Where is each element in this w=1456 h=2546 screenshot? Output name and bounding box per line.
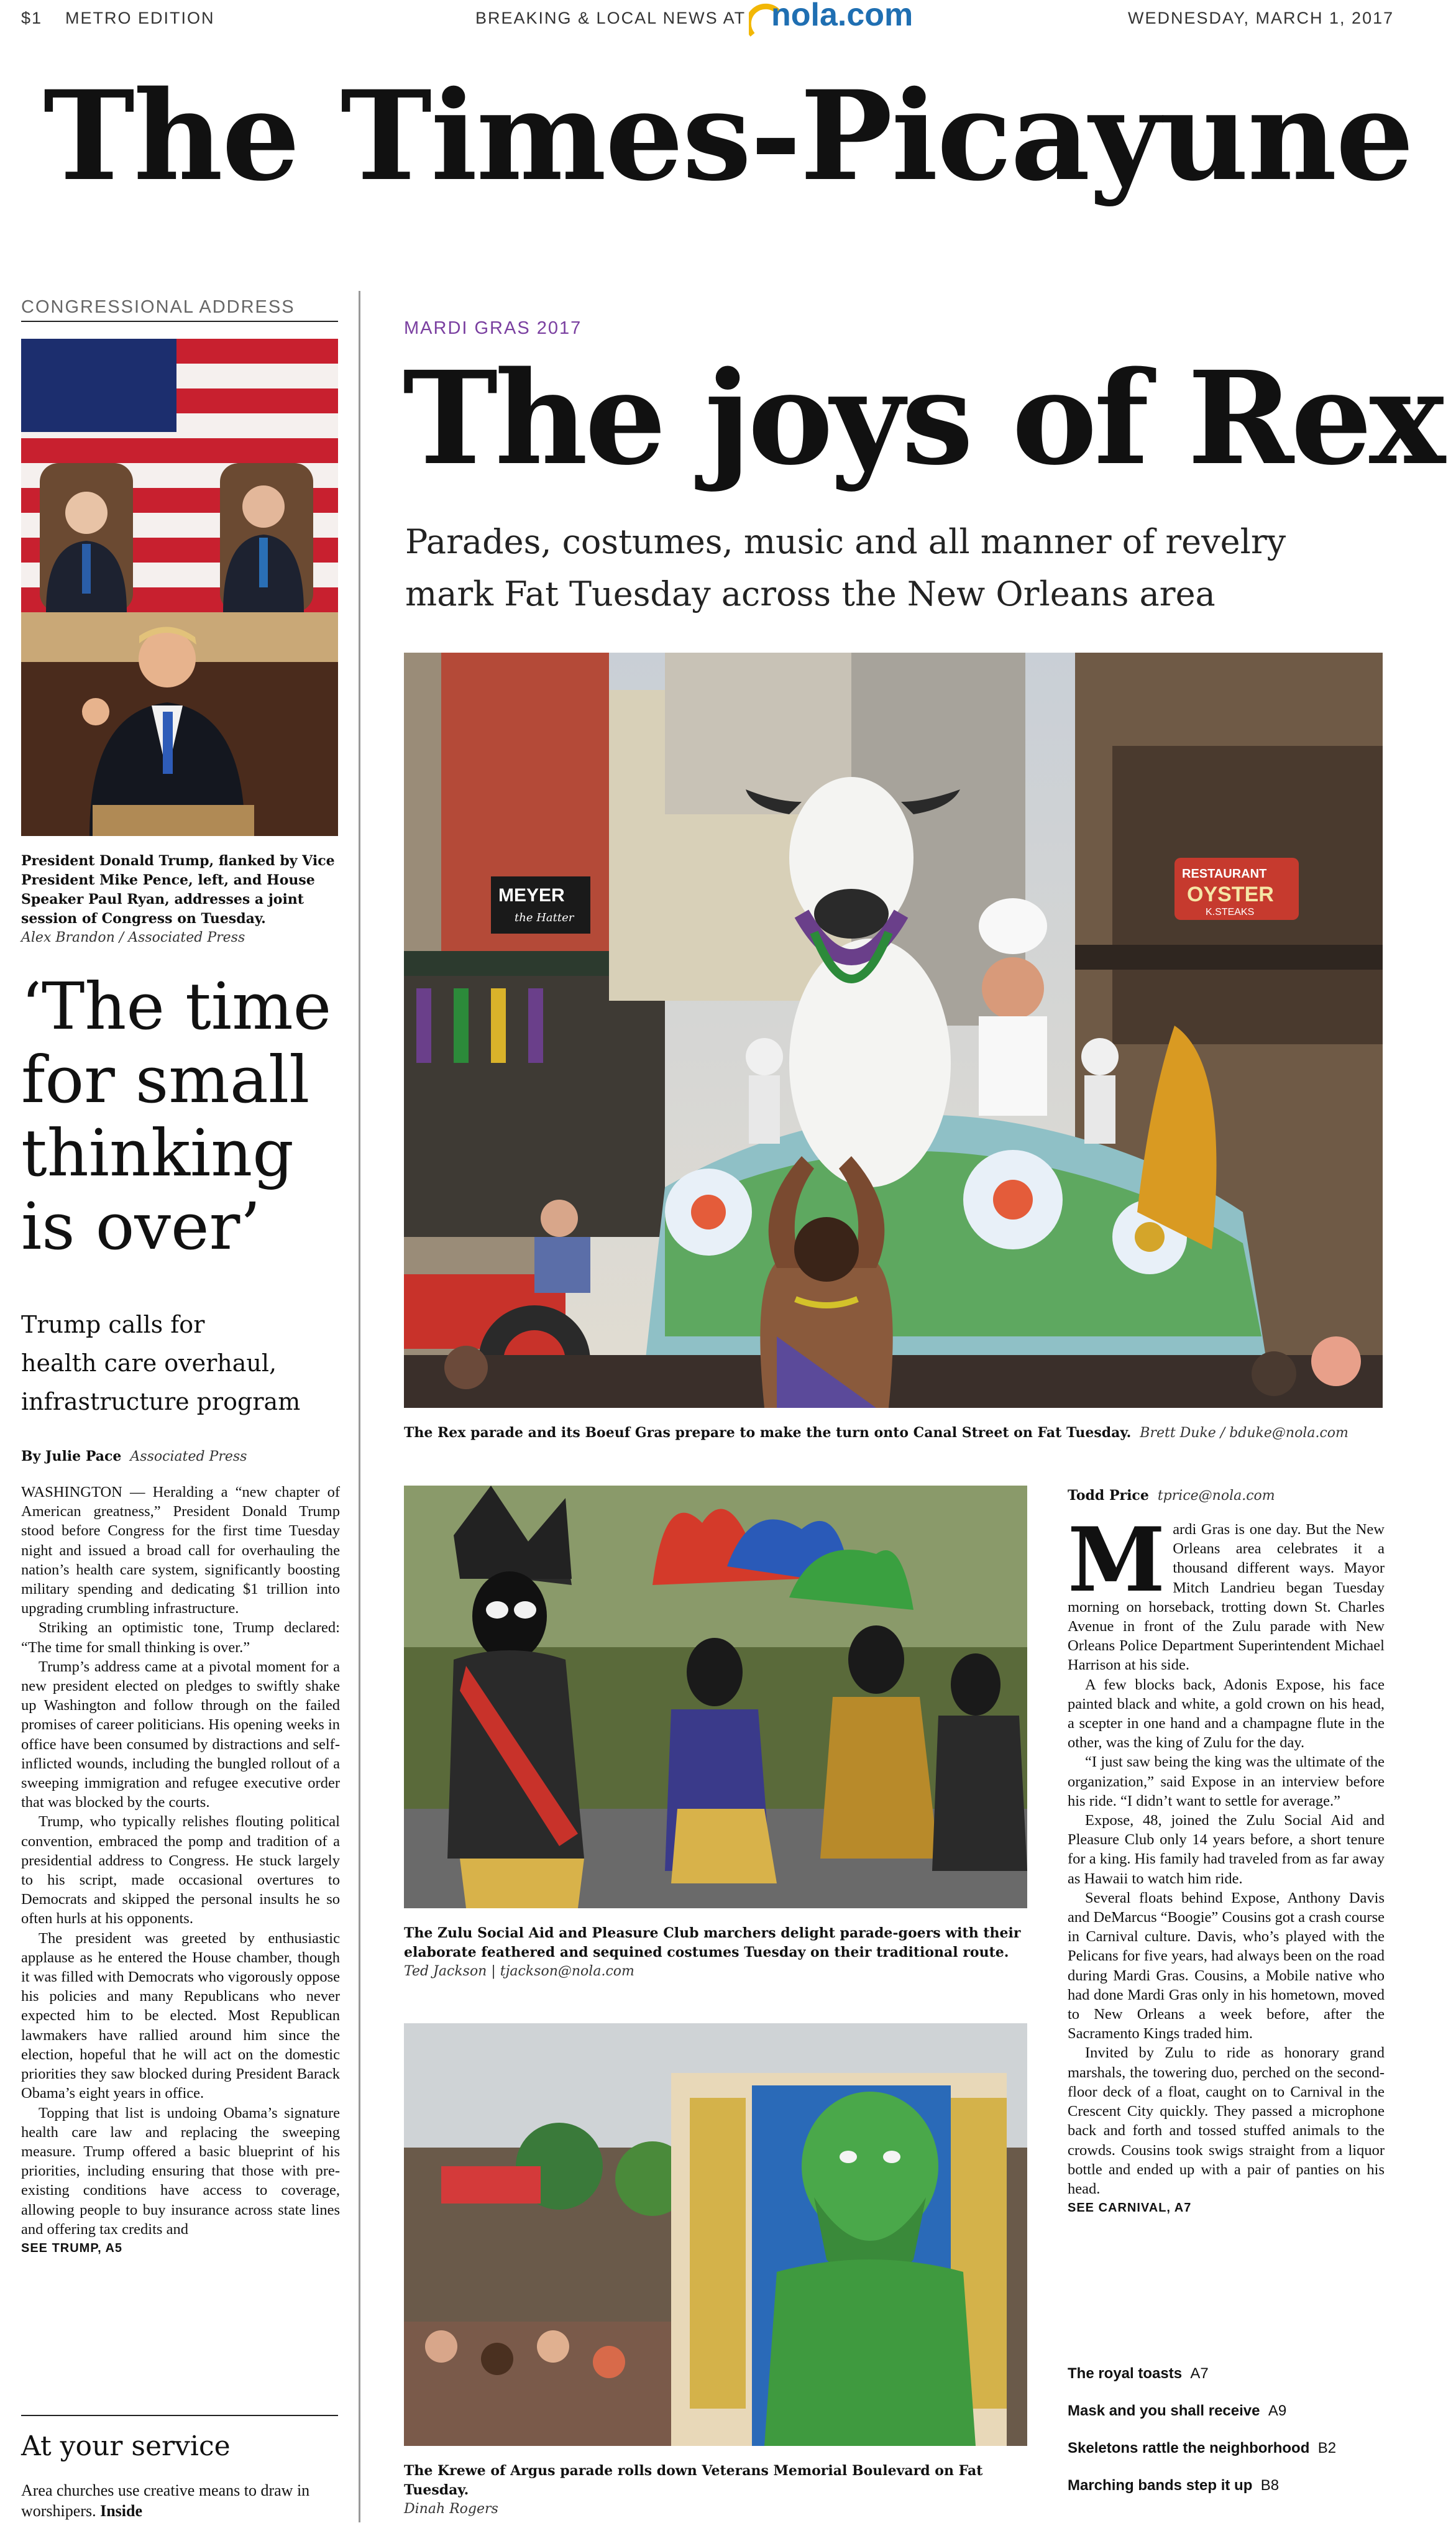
promo-royal-toasts[interactable]	[1068, 2365, 1209, 2383]
restaurant-sign-text: RESTAURANT	[1182, 867, 1267, 881]
story-paragraph: Topping that list is undoing Obama’s signature health care law and replacing the sweeping measure. Trump offered a basic blueprint of his priorities, including ensuring that those with pre-existing conditions have access to coverage, allowing people to buy insurance across state lines and offering tax credits and	[21, 2104, 340, 2238]
meyer-sign-sub: the Hatter	[515, 911, 574, 924]
zulu-photo-caption	[404, 1924, 1028, 1981]
argus-parade-photo	[404, 2023, 1027, 2446]
argus-photo-credit: Dinah Rogers	[404, 2501, 498, 2517]
main-headline[interactable]: The joys of Rex	[403, 343, 1442, 494]
promo-page: A9	[1268, 2402, 1287, 2419]
rex-photo-credit: Brett Duke / bduke@nola.com	[1140, 1425, 1348, 1441]
carnival-author-email[interactable]: tprice@nola.com	[1157, 1488, 1275, 1504]
story-paragraph: Several floats behind Expose, Anthony Davis and DeMarcus “Boogie” Cousins got a crash course in Carnival culture. Davis, who’s played with the Pelicans for five years, had always been on the road during Mardi Gras. Cousins, a Mobile native who had done Mardi Gras only in his hometown, moved to New Orleans a week before, after the Sacramento Kings traded him.	[1068, 1889, 1385, 2043]
left-headline-line: ‘The time	[21, 968, 332, 1044]
carnival-byline	[1068, 1487, 1385, 1504]
story-paragraph: A few blocks back, Adonis Expose, his face painted black and white, a gold crown on his head, a scepter in one hand and a champagne flute in the other, was the king of Zulu for the day.	[1068, 1676, 1385, 1752]
main-deck-line: mark Fat Tuesday across the New Orleans area	[405, 574, 1216, 614]
rex-parade-photo	[404, 653, 1383, 1408]
first-paragraph-text: ardi Gras is one day. But the New Orleans area celebrates it a thousand different ways. Mayor Mitch Landrieu began Tuesday morning on horseback, trotting down St. Charles Avenue in front of the Zulu parade with New Orleans Police Department Superintendent Michael Harrison at his side.	[1068, 1521, 1385, 1674]
story-paragraph: Trump’s address came at a pivotal moment for a new president elected on pledges to swiftly shake up Washington and follow through on the failed promises of career politicians. His opening weeks in office have been consumed by distractions and self-inflicted wounds, including the bungled rollout of a sweeping immigration and refugee executive order that was blocked by the courts.	[21, 1658, 341, 1811]
congress-caption-text: President Donald Trump, flanked by Vice President Mike Pence, left, and House Speaker Paul Ryan, addresses a joint session of Congress on Tuesday.	[21, 853, 335, 927]
promo-skeletons[interactable]	[1068, 2440, 1336, 2457]
masthead-title: The Times-Picayune	[43, 63, 1413, 208]
story-paragraph: WASHINGTON — Heralding a “new chapter of American greatness,” President Donald Trump stood before Congress for the first time Tuesday night and issued a broad call for overhauling the nation’s health care system, significantly boosting military spending and dedicating $1 trillion into upgrading crumbling infrastructure.	[21, 1484, 340, 1617]
trump-story-body	[21, 1482, 340, 2258]
zulu-parade-photo	[404, 1486, 1027, 1908]
left-deck-line: health care overhaul,	[21, 1349, 277, 1377]
story-paragraph: Striking an optimistic tone, Trump declared: “The time for small thinking is over.”	[21, 1619, 340, 1656]
left-deck-line: infrastructure program	[21, 1388, 301, 1415]
zulu-photo-credit: Ted Jackson | tjackson@nola.com	[404, 1964, 634, 1979]
meyer-sign-text: MEYER	[498, 885, 565, 906]
nola-logo[interactable]	[749, 0, 935, 40]
left-headline-line: for small	[21, 1042, 310, 1118]
oyster-sign-sub: K.STEAKS	[1206, 907, 1255, 917]
story-paragraph	[1068, 1509, 1385, 1675]
main-deck	[405, 516, 1375, 620]
left-headline-line: is over’	[21, 1188, 261, 1264]
drop-cap: M	[1068, 1509, 1166, 1612]
promo-title: Skeletons rattle the neighborhood	[1068, 2440, 1310, 2456]
story-paragraph: Expose, 48, joined the Zulu Social Aid and Pleasure Club only 14 years before, a short tenure for a king. His family had traveled from as far away as Hawaii to watch him ride.	[1068, 1812, 1385, 1887]
congress-photo	[21, 339, 338, 836]
promo-page: B2	[1317, 2440, 1337, 2456]
promo-page: B8	[1260, 2477, 1280, 2494]
left-byline-name: By Julie Pace	[21, 1448, 122, 1464]
promo-page: A7	[1190, 2365, 1209, 2382]
argus-photo-caption	[404, 2461, 1028, 2519]
price: $1	[21, 9, 43, 27]
left-headline-line: thinking	[21, 1115, 294, 1191]
promo-mask[interactable]	[1068, 2402, 1286, 2420]
service-rule	[21, 2415, 338, 2416]
rex-caption-text: The Rex parade and its Boeuf Gras prepare to make the turn onto Canal Street on Fat Tuesday.	[404, 1425, 1132, 1441]
promo-marching-bands[interactable]	[1068, 2477, 1279, 2494]
story-paragraph: Trump, who typically relishes flouting political convention, embraced the pomp and tradition of a presidential address to Congress. He stuck largely to his script, made occasional overtures to Democrats and skipped the personal insults he so often hurls at his opponents.	[21, 1813, 340, 1928]
left-deck	[21, 1305, 344, 1421]
main-kicker: MARDI GRAS 2017	[404, 318, 582, 338]
carnival-jump-link[interactable]: SEE CARNIVAL, A7	[1068, 2201, 1192, 2215]
service-title[interactable]: At your service	[21, 2430, 231, 2462]
column-divider	[359, 291, 360, 2522]
argus-caption-text: The Krewe of Argus parade rolls down Veterans Memorial Boulevard on Fat Tuesday.	[404, 2463, 983, 2498]
main-deck-line: Parades, costumes, music and all manner of revelry	[405, 522, 1286, 561]
story-paragraph: The president was greeted by enthusiastic applause as he entered the House chamber, though it was filled with Democrats who vigorously oppose his policies and many Republicans who never expected him to be elected. Most Republican lawmakers have rallied around him since the election, hopeful that he will act on the domestic priorities they saw blocked during President Barack Obama’s eight years in office.	[21, 1929, 340, 2102]
oyster-sign-text: OYSTER	[1187, 883, 1274, 906]
nola-logo-text: nola.com	[771, 0, 913, 33]
story-paragraph: “I just saw being the king was the ultimate of the organization,” said Expose in an interview before his ride. “I didn’t want to settle for average.”	[1068, 1753, 1385, 1809]
left-byline	[21, 1448, 344, 1464]
left-deck-line: Trump calls for	[21, 1311, 205, 1338]
left-kicker-rule	[21, 321, 338, 322]
service-text: Area churches use creative means to draw in worshipers.	[21, 2481, 310, 2520]
trump-jump-link[interactable]: SEE TRUMP, A5	[21, 2241, 123, 2255]
carnival-author: Todd Price	[1068, 1487, 1149, 1504]
left-headline[interactable]	[21, 970, 344, 1263]
service-blurb	[21, 2480, 332, 2521]
issue-date: WEDNESDAY, MARCH 1, 2017	[1128, 9, 1394, 27]
promo-title: Mask and you shall receive	[1068, 2402, 1260, 2419]
edition-label: METRO EDITION	[65, 9, 215, 27]
left-byline-org: Associated Press	[130, 1449, 247, 1464]
service-jump[interactable]: Inside	[100, 2502, 143, 2520]
carnival-story-body	[1068, 1509, 1385, 2218]
story-paragraph: Invited by Zulu to ride as honorary grand marshals, the towering duo, perched on the second-floor deck of a float, caught on to Carnival in the Crescent City quickly. They passed a microphone back and forth and tossed stuffed animals to the crowds. Cousins took swigs straight from a liquor bottle and ended up with a pair of panties on his head.	[1068, 2044, 1385, 2197]
congress-photo-credit: Alex Brandon / Associated Press	[21, 930, 245, 945]
breaking-news-label: BREAKING & LOCAL NEWS AT	[475, 9, 746, 27]
promo-title: The royal toasts	[1068, 2365, 1183, 2382]
left-kicker: CONGRESSIONAL ADDRESS	[21, 297, 295, 317]
zulu-caption-text: The Zulu Social Aid and Pleasure Club marchers delight parade-goers with their elaborate feathered and sequined costumes Tuesday on their traditional route.	[404, 1925, 1021, 1960]
rex-photo-caption	[404, 1423, 1386, 1443]
congress-photo-caption	[21, 852, 341, 947]
promo-title: Marching bands step it up	[1068, 2477, 1253, 2494]
